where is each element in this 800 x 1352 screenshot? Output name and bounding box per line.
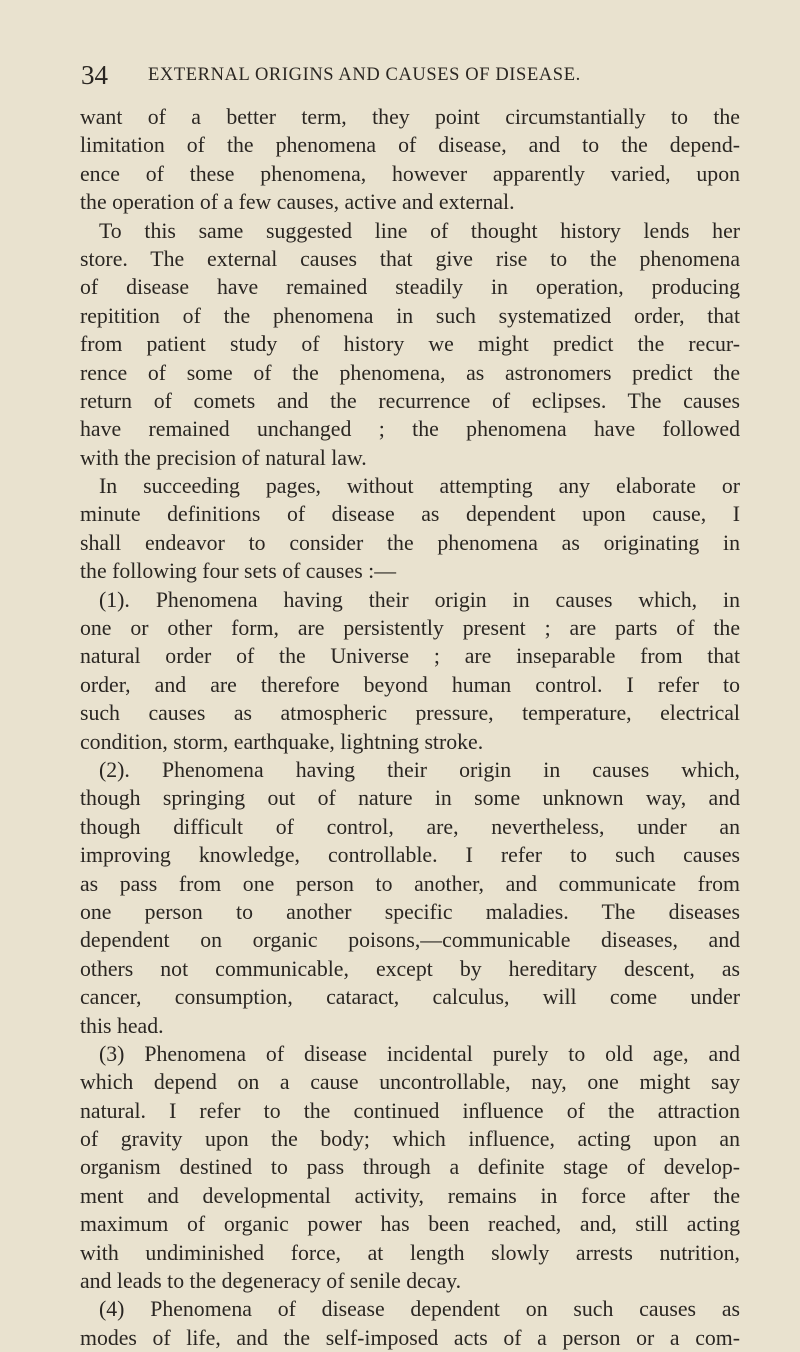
- text-line: modes of life, and the self-imposed acts of a person or a com-: [80, 1325, 740, 1350]
- text-line: (4) Phenomena of disease dependent on such causes as: [99, 1297, 740, 1322]
- text-line: natural order of the Universe ; are inseparable from that: [80, 644, 740, 669]
- body-text: [80, 103, 740, 1352]
- running-title: EXTERNAL ORIGINS AND CAUSES OF DISEASE.: [148, 65, 581, 85]
- text-line: natural. I refer to the continued influence of the attraction: [80, 1098, 740, 1123]
- text-line: improving knowledge, controllable. I refer to such causes: [80, 843, 740, 868]
- text-line: one or other form, are persistently present ; are parts of the: [80, 616, 740, 641]
- text-line: though springing out of nature in some unknown way, and: [80, 786, 740, 811]
- running-head: [81, 58, 721, 92]
- text-line: limitation of the phenomena of disease, and to the depend-: [80, 133, 740, 158]
- text-line: To this same suggested line of thought history lends her: [99, 218, 740, 243]
- text-line: ence of these phenomena, however apparently varied, upon: [80, 161, 740, 186]
- text-line: ment and developmental activity, remains in force after the: [80, 1183, 740, 1208]
- text-line: repitition of the phenomena in such systematized order, that: [80, 303, 740, 328]
- text-line: as pass from one person to another, and communicate from: [80, 871, 740, 896]
- text-line: shall endeavor to consider the phenomena as originating in: [80, 530, 740, 555]
- text-line: organism destined to pass through a definite stage of develop-: [80, 1155, 740, 1180]
- text-line: with the precision of natural law.: [80, 445, 367, 470]
- text-line: maximum of organic power has been reached, and, still acting: [80, 1212, 740, 1237]
- text-line: one person to another specific maladies. The diseases: [80, 899, 740, 924]
- text-line: condition, storm, earthquake, lightning stroke.: [80, 729, 484, 754]
- text-line: cancer, consumption, cataract, calculus, will come under: [80, 985, 740, 1010]
- text-line: (2). Phenomena having their origin in causes which,: [99, 757, 740, 782]
- text-line: minute definitions of disease as dependent upon cause, I: [80, 502, 740, 527]
- page-number: 34: [81, 60, 108, 90]
- text-line: from patient study of history we might predict the recur-: [80, 332, 740, 357]
- text-line: this head.: [80, 1013, 164, 1038]
- text-line: return of comets and the recurrence of eclipses. The causes: [80, 388, 740, 413]
- text-line: In succeeding pages, without attempting any elaborate or: [99, 474, 740, 499]
- text-line: of disease have remained steadily in operation, producing: [80, 275, 740, 300]
- text-line: have remained unchanged ; the phenomena have followed: [80, 417, 740, 442]
- text-line: (3) Phenomena of disease incidental purely to old age, and: [99, 1041, 740, 1066]
- text-line: store. The external causes that give rise to the phenomena: [80, 246, 740, 271]
- text-line: others not communicable, except by hereditary descent, as: [80, 956, 740, 981]
- text-line: (1). Phenomena having their origin in causes which, in: [99, 587, 740, 612]
- text-line: and leads to the degeneracy of senile decay.: [80, 1269, 462, 1294]
- text-line: want of a better term, they point circumstantially to the: [80, 105, 740, 129]
- text-line: which depend on a cause uncontrollable, nay, one might say: [80, 1070, 740, 1095]
- text-line: rence of some of the phenomena, as astronomers predict the: [80, 360, 740, 385]
- text-line: of gravity upon the body; which influence, acting upon an: [80, 1127, 740, 1152]
- text-line: the operation of a few causes, active and external.: [80, 190, 515, 215]
- text-line: the following four sets of causes :—: [80, 559, 396, 584]
- text-line: though difficult of control, are, nevertheless, under an: [80, 814, 740, 839]
- text-line: order, and are therefore beyond human control. I refer to: [80, 672, 740, 697]
- text-line: such causes as atmospheric pressure, temperature, electrical: [80, 701, 740, 726]
- text-line: dependent on organic poisons,—communicable diseases, and: [80, 928, 740, 953]
- text-line: with undiminished force, at length slowly arrests nutrition,: [80, 1240, 740, 1265]
